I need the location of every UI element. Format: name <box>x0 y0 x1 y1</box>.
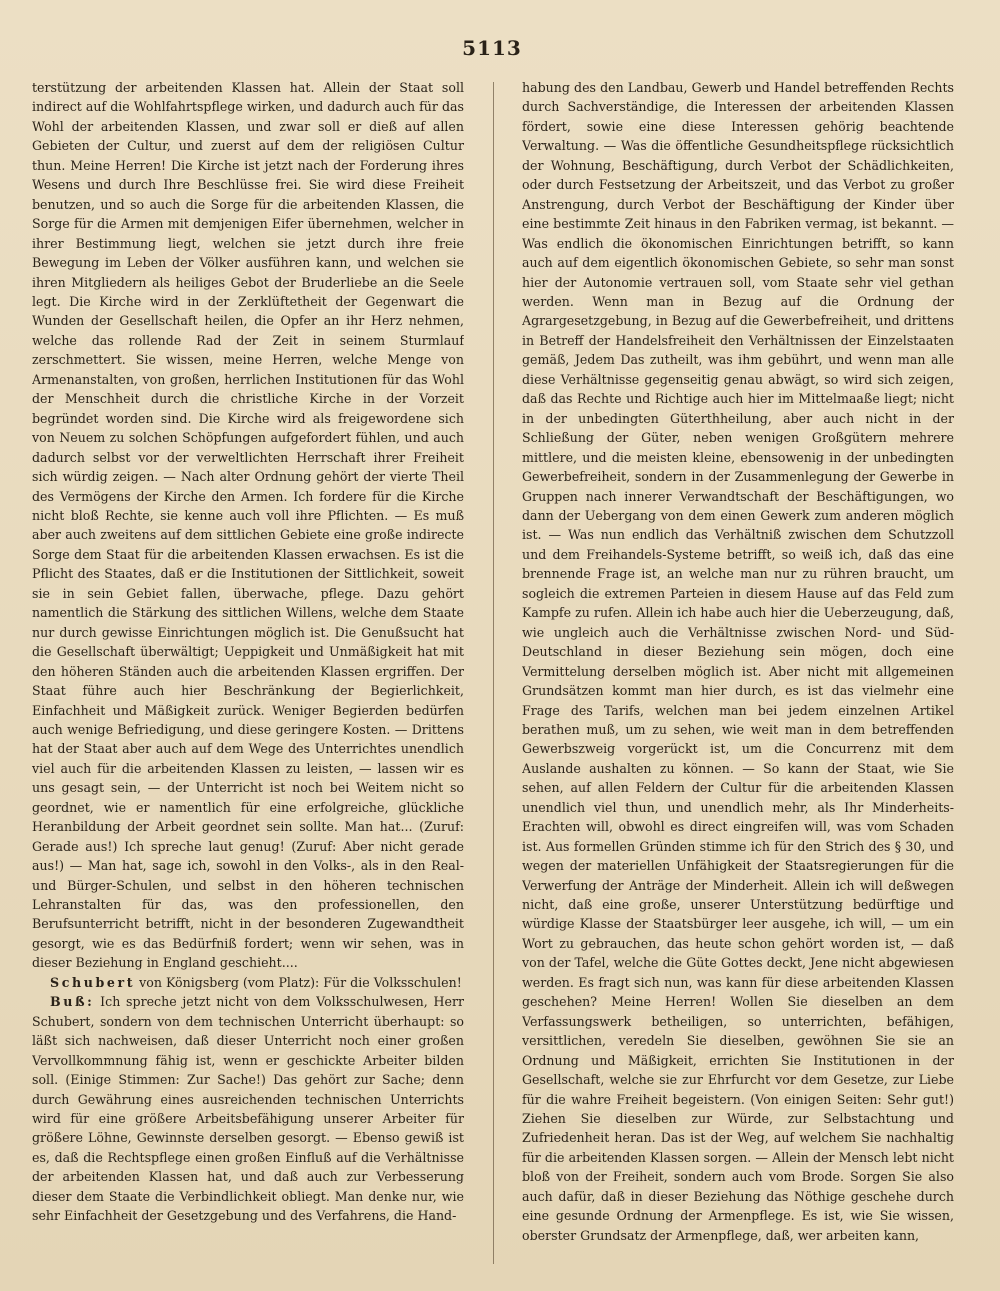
speaker-name: Schubert <box>50 974 136 990</box>
text-columns <box>30 78 954 1268</box>
left-column <box>32 78 464 1268</box>
column-divider <box>493 82 494 1264</box>
speaker-name: Buß: <box>50 994 95 1010</box>
left-paragraph-2 <box>32 973 464 992</box>
speaker-text: Ich spreche jetzt nicht von dem Volksschulwesen, Herr Schubert, sondern von dem technischen Unterricht überhaupt: so läßt sich nachweisen, daß dieser Unterricht noch einer großen Vervollkommnung fähig ist, wenn er geschickte Arbeiter bilden soll. (Einige Stimmen: Zur Sache!) Das gehört zur Sache; denn durch Gewährung eines ausreichenden technischen Unterrichts wird für eine größere Arbeitsbefähigung unserer Arbeiter für größere Löhne, Gewinnste derselben gesorgt. — Ebenso gewiß ist es, daß die Rechtspflege einen großen Einfluß auf die Verhältnisse der arbeitenden Klassen hat, und daß auch zur Verbesserung dieser dem Staate die Verbindlichkeit obliegt. Man denke nur, wie sehr Einfachheit der Gesetzgebung und des Verfahrens, die Hand- <box>32 994 464 1224</box>
left-paragraph-1: terstützung der arbeitenden Klassen hat. Allein der Staat soll indirect auf die Wohlfahrtspflege wirken, und dadurch auch für das Wohl der arbeitenden Klassen, und zwar soll er dieß auf allen Gebieten der Cultur, und zuerst auf dem der religiösen Cultur thun. Meine Herren! Die Kirche ist jetzt nach der Forderung ihres Wesens und durch Ihre Beschlüsse frei. Sie wird diese Freiheit benutzen, und so auch die Sorge für die arbeitenden Klassen, die Sorge für die Armen mit demjenigen Eifer übernehmen, welcher in ihrer Bestimmung liegt, welchen sie jetzt durch ihre freie Bewegung im Leben der Völker ausführen kann, und welchen sie ihren Mitgliedern als heiliges Gebot der Bruderliebe an die Seele legt. Die Kirche wird in der Zerklüftetheit der Gegenwart die Wunden der Gesellschaft heilen, die Opfer an ihr Herz nehmen, welche das rollende Rad der Zeit in seinem Sturmlauf zerschmettert. Sie wissen, meine Herren, welche Menge von Armenanstalten, von großen, herrlichen Institutionen für das Wohl der Menschheit durch die christliche Kirche in der Vorzeit begründet worden sind. Die Kirche wird als freigewordene sich von Neuem zu solchen Schöpfungen aufgefordert fühlen, und auch dadurch selbst vor der verweltlichten Herrschaft ihrer Freiheit sich würdig zeigen. — Nach alter Ordnung gehört der vierte Theil des Vermögens der Kirche den Armen. Ich fordere für die Kirche nicht bloß Rechte, sie kenne auch voll ihre Pflichten. — Es muß aber auch zweitens auf dem sittlichen Gebiete eine große indirecte Sorge dem Staat für die arbeitenden Klassen erwachsen. Es ist die Pflicht des Staates, daß er die Institutionen der Sittlichkeit, soweit sie in sein Gebiet fallen, überwache, pflege. Dazu gehört namentlich die Stärkung des sittlichen Willens, welche dem Staate nur durch gewisse Einrichtungen möglich ist. Die Genußsucht hat die Gesellschaft überwältigt; Ueppigkeit und Unmäßigkeit hat mit den höheren Ständen auch die arbeitenden Klassen ergriffen. Der Staat führe auch hier Beschränkung der Begierlichkeit, Einfachheit und Mäßigkeit zurück. Weniger Begierden bedürfen auch wenige Befriedigung, und diese geringere Kosten. — Drittens hat der Staat aber auch auf dem Wege des Unterrichtes unendlich viel auch für die arbeitenden Klassen zu leisten, — lassen wir es uns gesagt sein, — der Unterricht ist noch bei Weitem nicht so geordnet, wie er namentlich für eine erfolgreiche, glückliche Heranbildung der Arbeit geordnet sein sollte. Man hat... (Zuruf: Gerade aus!) Ich spreche laut genug! (Zuruf: Aber nicht gerade aus!) — Man hat, sage ich, sowohl in den Volks-, als in den Real- und Bürger-Schulen, und selbst in den höheren technischen Lehranstalten für das, was den professionellen, den Berufsunterricht betrifft, nicht in der besonderen Zugewandtheit gesorgt, wie es das Bedürfniß fordert; wenn wir sehen, was in dieser Beziehung in England geschieht.... <box>32 80 464 971</box>
left-paragraph-3 <box>32 992 464 1225</box>
speaker-text: von Königsberg (vom Platz): Für die Volksschulen! <box>135 974 462 990</box>
right-column <box>522 78 954 1268</box>
page-number: 5113 <box>462 36 522 60</box>
right-paragraph-1: habung des den Landbau, Gewerb und Handel betreffenden Rechts durch Sachverständige, die Interessen der arbeitenden Klassen fördert, sowie eine diese Interessen gehörig beachtende Verwaltung. — Was die öffentliche Gesundheitspflege rücksichtlich der Wohnung, Beschäftigung, durch Verbot der Schädlichkeiten, oder durch Festsetzung der Arbeitszeit, und das Verbot zu großer Anstrengung, durch Verbot der Beschäftigung der Kinder über eine bestimmte Zeit hinaus in den Fabriken vermag, ist bekannt. — Was endlich die ökonomischen Einrichtungen betrifft, so kann auch auf dem eigentlich ökonomischen Gebiete, so sehr man sonst hier der Autonomie vertrauen soll, vom Staate sehr viel gethan werden. Wenn man in Bezug auf die Ordnung der Agrargesetzgebung, in Bezug auf die Gewerbefreiheit, und drittens in Betreff der Handelsfreiheit den Verhältnissen der Einzelstaaten gemäß, Jedem Das zutheilt, was ihm gebührt, und wenn man alle diese Verhältnisse gegenseitig genau abwägt, so wird sich zeigen, daß das Rechte und Richtige auch hier im Mittelmaaße liegt; nicht in der unbedingten Güterthheilung, aber auch nicht in der Schließung der Güter, neben wenigen Großgütern mehrere mittlere, und die meisten kleine, ebensowenig in der unbedingten Gewerbefreiheit, sondern in der Zusammenlegung der Gewerbe in Gruppen nach innerer Verwandtschaft der Beschäftigungen, wo dann der Uebergang von dem einen Gewerk zum anderen möglich ist. — Was nun endlich das Verhältniß zwischen dem Schutzzoll und dem Freihandels-Systeme betrifft, so weiß ich, daß das eine brennende Frage ist, an welche man nur zu rühren braucht, um sogleich die extremen Parteien in diesem Hause auf das Feld zum Kampfe zu rufen. Allein ich habe auch hier die Ueberzeugung, daß, wie ungleich auch die Verhältnisse zwischen Nord- und Süd-Deutschland in dieser Beziehung sein mögen, doch eine Vermittelung derselben möglich ist. Aber nicht mit allgemeinen Grundsätzen kommt man hier durch, es ist das vielmehr eine Frage des Tarifs, welchen man bei jedem einzelnen Artikel berathen muß, um zu sehen, wie weit man in dem betreffenden Gewerbszweig vorgerückt ist, um die Concurrenz mit dem Auslande aushalten zu können. — So kann der Staat, wie Sie sehen, auf allen Feldern der Cultur für die arbeitenden Klassen unendlich viel thun, und unendlich mehr, als Ihr Minderheits-Erachten will, obwohl es direct eingreifen will, was vom Schaden ist. Aus formellen Gründen stimme ich für den Strich des § 30, und wegen der materiellen Unfähigkeit der Staatsregierungen für die Verwerfung der Anträge der Minderheit. Allein ich will deßwegen nicht, daß eine große, unserer Unterstützung bedürftige und würdige Klasse der Staatsbürger leer ausgehe, ich will, — um ein Wort zu gebrauchen, das heute schon gehört worden ist, — daß von der Tafel, welche die Güte Gottes deckt, Jene nicht abgewiesen werden. Es fragt sich nun, was kann für diese arbeitenden Klassen geschehen? Meine Herren! Wollen Sie dieselben an dem Verfassungswerk betheiligen, so unterrichten, befähigen, versittlichen, veredeln Sie dieselben, gewöhnen Sie sie an Ordnung und Mäßigkeit, errichten Sie Institutionen in der Gesellschaft, welche sie zur Ehrfurcht vor dem Gesetze, zur Liebe für die wahre Freiheit begeistern. (Von einigen Seiten: Sehr gut!) Ziehen Sie dieselben zur Würde, zur Selbstachtung und Zufriedenheit heran. Das ist der Weg, auf welchem Sie nachhaltig für die arbeitenden Klassen sorgen. — Allein der Mensch lebt nicht bloß von der Freiheit, sondern auch vom Brode. Sorgen Sie also auch dafür, daß in dieser Beziehung das Nöthige geschehe durch eine gesunde Ordnung der Armenpflege. Es ist, wie Sie wissen, oberster Grundsatz der Armenpflege, daß, wer arbeiten kann, <box>522 80 954 1243</box>
